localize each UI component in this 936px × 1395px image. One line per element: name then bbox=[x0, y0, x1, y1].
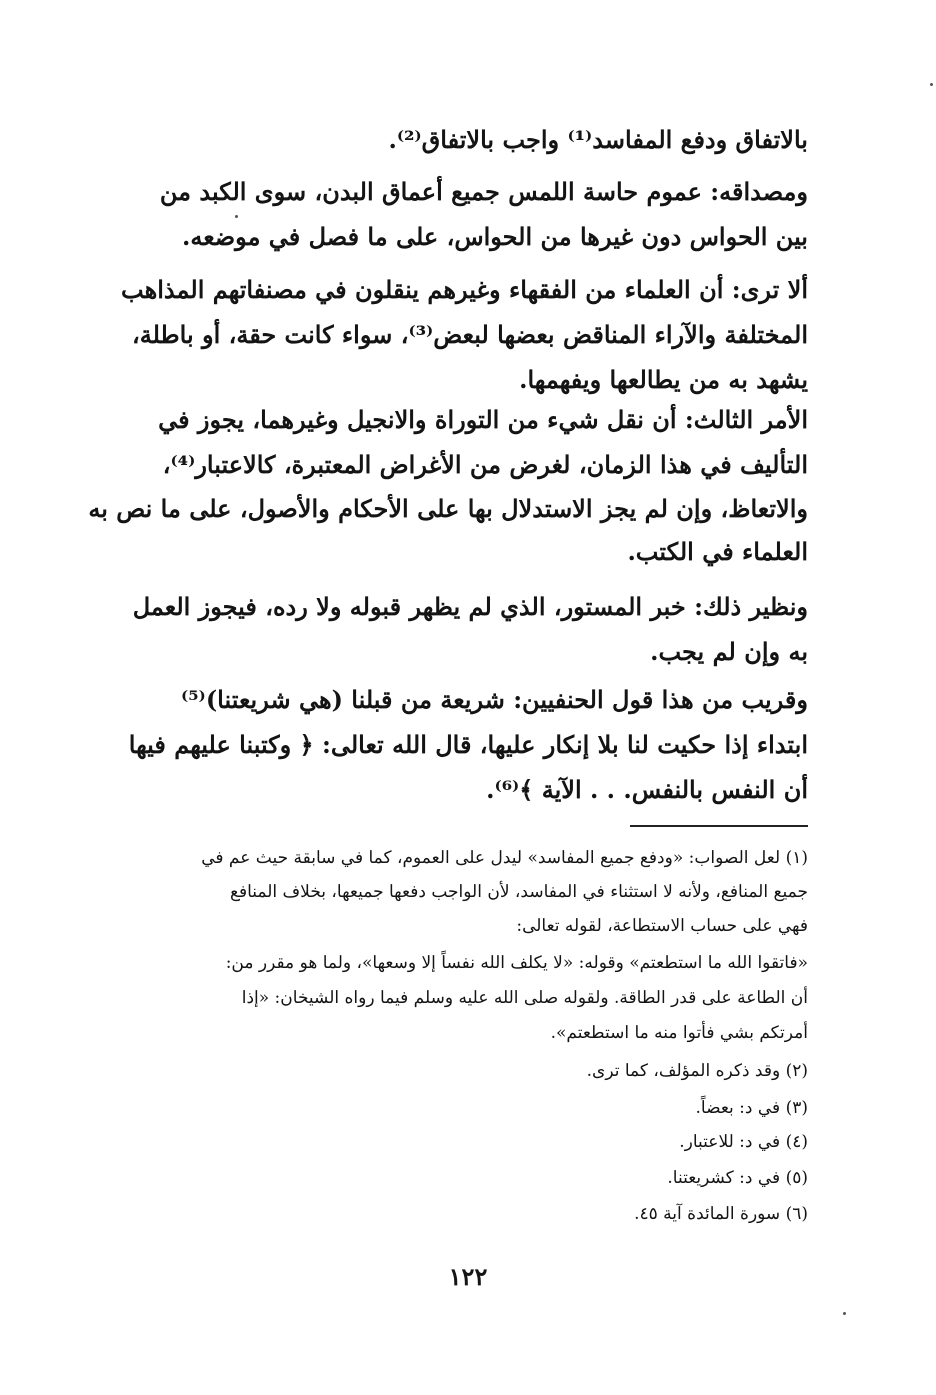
main-text-line: أن النفس بالنفس. . . الآية ﴾⁽⁶⁾. bbox=[486, 775, 808, 804]
main-text-line: التأليف في هذا الزمان، لغرض من الأغراض المعتبرة، كالاعتبار⁽⁴⁾، bbox=[162, 450, 808, 479]
main-text-line: يشهد به من يطالعها ويفهمها. bbox=[519, 365, 808, 394]
main-text-line: به وإن لم يجب. bbox=[650, 637, 808, 666]
page-number: ١٢٢ bbox=[448, 1262, 488, 1291]
footnote-line: (٤) في د: للاعتبار. bbox=[679, 1132, 808, 1152]
main-text-line: وقريب من هذا قول الحنفيين: شريعة من قبلنا (هي شريعتنا)⁽⁵⁾ bbox=[181, 685, 808, 714]
footnote-line: (١) لعل الصواب: «ودفع جميع المفاسد» ليدل على العموم، كما في سابقة حيث عم في bbox=[201, 848, 808, 868]
scan-speck bbox=[235, 215, 238, 218]
footnote-separator bbox=[630, 825, 808, 827]
main-text-line: ألا ترى: أن العلماء من الفقهاء وغيرهم ينقلون في مصنفاتهم المذاهب bbox=[121, 275, 808, 304]
footnote-line: (٥) في د: كشريعتنا. bbox=[667, 1168, 808, 1188]
footnote-line: أن الطاعة على قدر الطاقة. ولقوله صلى الله عليه وسلم فيما رواه الشيخان: «إذا bbox=[241, 988, 808, 1008]
footnote-line: فهي على حساب الاستطاعة، لقوله تعالى: bbox=[516, 916, 808, 936]
main-text-line: والاتعاظ، وإن لم يجز الاستدلال بها على الأحكام والأصول، على ما نص به bbox=[88, 494, 808, 523]
main-text-line: ونظير ذلك: خبر المستور، الذي لم يظهر قبوله ولا رده، فيجوز العمل bbox=[132, 592, 808, 621]
footnote-line: أمرتكم بشي فأتوا منه ما استطعتم». bbox=[550, 1023, 808, 1043]
main-text-line: المختلفة والآراء المناقض بعضها لبعض⁽³⁾، سواء كانت حقة، أو باطلة، bbox=[131, 320, 808, 349]
main-text-line: العلماء في الكتب. bbox=[627, 537, 808, 566]
footnote-line: (٦) سورة المائدة آية ٤٥. bbox=[634, 1204, 808, 1224]
scan-speck bbox=[843, 1312, 846, 1315]
footnote-line: (٢) وقد ذكره المؤلف، كما ترى. bbox=[586, 1061, 808, 1081]
footnote-line: جميع المنافع، ولأنه لا استثناء في المفاسد، لأن الواجب دفعها جميعها، بخلاف المنافع bbox=[229, 882, 808, 902]
section-heading-line: الأمر الثالث: أن نقل شيء من التوراة والانجيل وغيرهما، يجوز في bbox=[158, 405, 808, 434]
main-text-line: ومصداقه: عموم حاسة اللمس جميع أعماق البدن، سوى الكبد من bbox=[159, 177, 808, 206]
scan-speck bbox=[930, 83, 933, 86]
main-text-line: ابتداء إذا حكيت لنا بلا إنكار عليها، قال الله تعالى: ﴿ وكتبنا عليهم فيها bbox=[128, 730, 808, 759]
main-text-line: بالاتفاق ودفع المفاسد⁽¹⁾ واجب بالاتفاق⁽²⁾. bbox=[388, 125, 808, 154]
footnote-line: (٣) في د: بعضاً. bbox=[695, 1098, 808, 1118]
footnote-line: «فاتقوا الله ما استطعتم» وقوله: «لا يكلف الله نفساً إلا وسعها»، ولما هو مقرر من: bbox=[225, 953, 808, 973]
main-text-line: بين الحواس دون غيرها من الحواس، على ما فصل في موضعه. bbox=[181, 222, 808, 251]
